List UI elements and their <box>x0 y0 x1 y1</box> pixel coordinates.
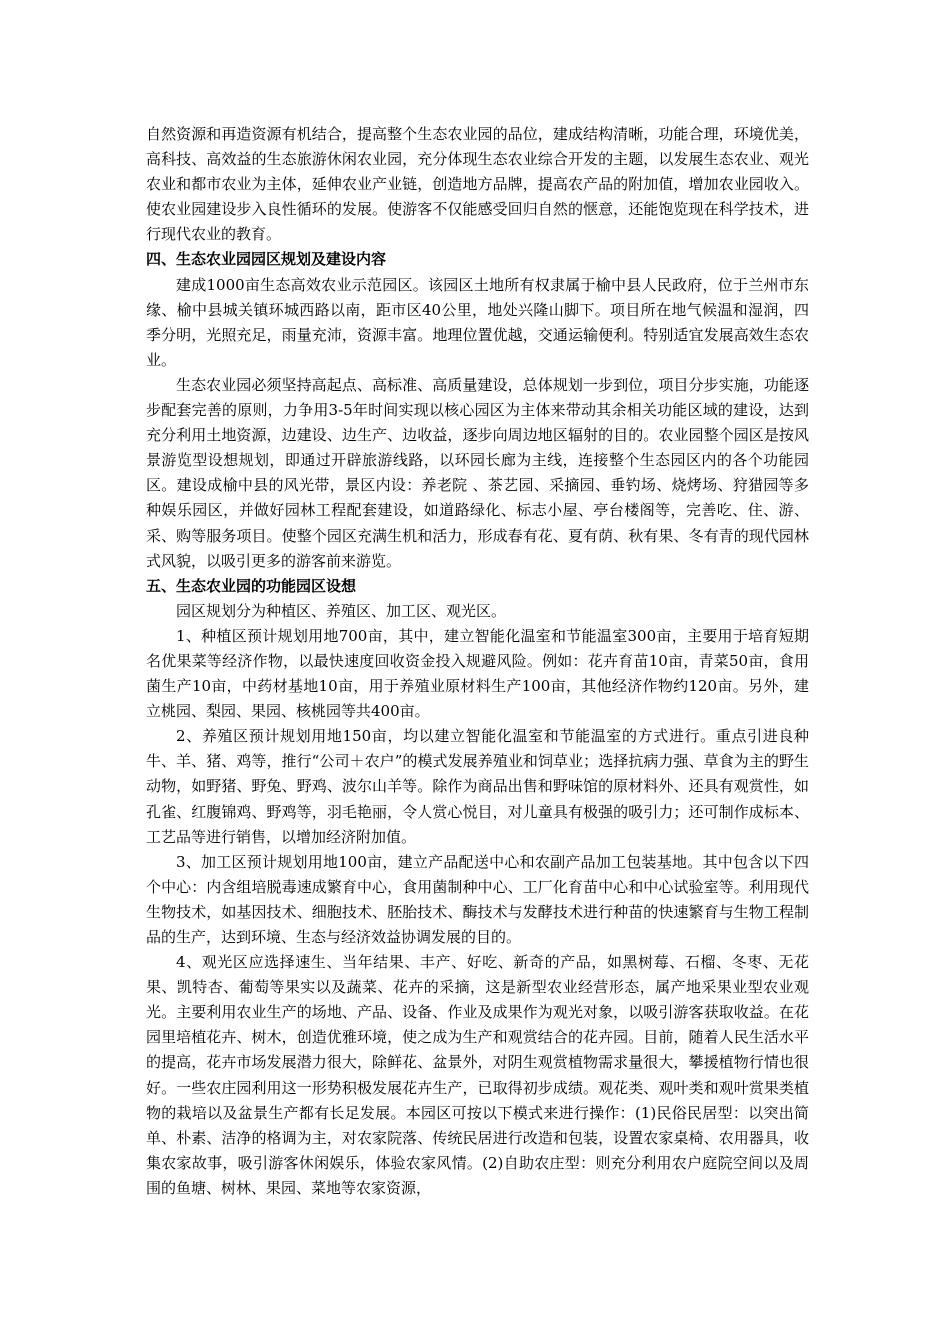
paragraph-breeding-zone: 2、养殖区预计规划用地150亩，均以建立智能化温室和节能温室的方式进行。重点引进良种牛、羊、猪、鸡等，推行“公司＋农户”的模式发展养殖业和饲草业；选择抗病力强、草食为主的野生动物，如野猪、野兔、野鸡、波尔山羊等。除作为商品出售和野味馆的原材料外、还具有观赏性，如孔雀、红腹锦鸡、野鸡等，羽毛艳丽，令人赏心悦目，对儿童具有极强的吸引力；还可制作成标本、工艺品等进行销售，以增加经济附加值。 <box>146 727 809 846</box>
paragraph-park-location: 建成1000亩生态高效农业示范园区。该园区土地所有权隶属于榆中县人民政府，位于兰州市东缘、榆中县城关镇环城西路以南，距市区40公里，地处兴隆山脚下。项目所在地气候温和湿润，四季分明，光照充足，雨量充沛，资源丰富。地理位置优越，交通运输便利。特别适宜发展高效生态农业。 <box>146 275 809 369</box>
section-heading-4: 四、生态农业园园区规划及建设内容 <box>146 250 387 269</box>
paragraph-sightseeing-zone: 4、观光区应选择速生、当年结果、丰产、好吃、新奇的产品，如黑树莓、石榴、冬枣、无花果、凯特杏、葡萄等果实以及蔬菜、花卉的采摘，这是新型农业经营形态，属产地采果业型农业观光。主要利用农业生产的场地、产品、设备、作业及成果作为观光对象，以吸引游客获取收益。在花园里培植花卉、树木，创造优雅环境，使之成为生产和观赏结合的花卉园。目前，随着人民生活水平的提高，花卉市场发展潜力很大，除鲜花、盆景外，对阴生观赏植物需求量很大，攀援植物行情也很好。一些农庄园利用这一形势积极发展花卉生产，已取得初步成绩。观花类、观叶类和观叶赏果类植物的栽培以及盆景生产都有长足发展。本园区可按以下模式来进行操作：(1)民俗民居型：以突出简单、朴素、洁净的格调为主，对农家院落、传统民居进行改造和包装，设置农家桌椅、农用器具，收集农家故事，吸引游客休闲娱乐，体验农家风情。(2)自助农庄型：则充分利用农户庭院空间以及周围的鱼塘、树林、果园、菜地等农家资源， <box>146 953 809 1197</box>
section-heading-5: 五、生态农业园的功能园区设想 <box>146 576 357 595</box>
paragraph-zone-overview: 园区规划分为种植区、养殖区、加工区、观光区。 <box>176 601 507 620</box>
document-page <box>146 122 809 1201</box>
paragraph-planting-zone: 1、种植区预计规划用地700亩，其中，建立智能化温室和节能温室300亩，主要用于培育短期名优果菜等经济作物，以最快速度回收资金投入规避风险。例如：花卉育苗10亩，青菜50亩，食用菌生产10亩，中药材基地10亩，用于养殖业原材料生产100亩，其他经济作物约120亩。另外，建立桃园、梨园、果园、核桃园等共400亩。 <box>146 626 809 721</box>
paragraph-processing-zone: 3、加工区预计规划用地100亩，建立产品配送中心和农副产品加工包装基地。其中包含以下四个中心：内含组培脱毒速成繁育中心，食用菌制种中心、工厂化育苗中心和中心试验室等。利用现代生物技术，如基因技术、细胞技术、胚胎技术、酶技术与发酵技术进行种苗的快速繁育与生物工程制品的生产，达到环境、生态与经济效益协调发展的目的。 <box>146 852 809 946</box>
paragraph-intro-continued: 自然资源和再造资源有机结合，提高整个生态农业园的品位，建成结构清晰，功能合理，环境优美，高科技、高效益的生态旅游休闲农业园，充分体现生态农业综合开发的主题，以发展生态农业、观光农业和都市农业为主体，延伸农业产业链，创造地方品牌，提高农产品的附加值，增加农业园收入。使农业园建设步入良性循环的发展。使游客不仅能感受回归自然的惬意，还能饱览现在科学技术，进行现代农业的教育。 <box>146 125 809 244</box>
paragraph-construction-principles: 生态农业园必须坚持高起点、高标准、高质量建设，总体规划一步到位，项目分步实施，功能逐步配套完善的原则，力争用3-5年时间实现以核心园区为主体来带动其余相关功能区域的建设，达到充分利用土地资源，边建设、边生产、边收益，逐步向周边地区辐射的目的。农业园整个园区是按风景游览型设想规划，即通过开辟旅游线路，以环园长廊为主线，连接整个生态园区内的各个功能园区。建设成榆中县的风光带，景区内设：养老院 、茶艺园、采摘园、垂钓场、烧烤场、狩猎园等多种娱乐园区，并做好园林工程配套建设，如道路绿化、标志小屋、亭台楼阁等，完善吃、住、游、采、购等服务项目。使整个园区充满生机和活力，形成春有花、夏有荫、秋有果、冬有青的现代园林式风貌，以吸引更多的游客前来游览。 <box>146 375 809 570</box>
